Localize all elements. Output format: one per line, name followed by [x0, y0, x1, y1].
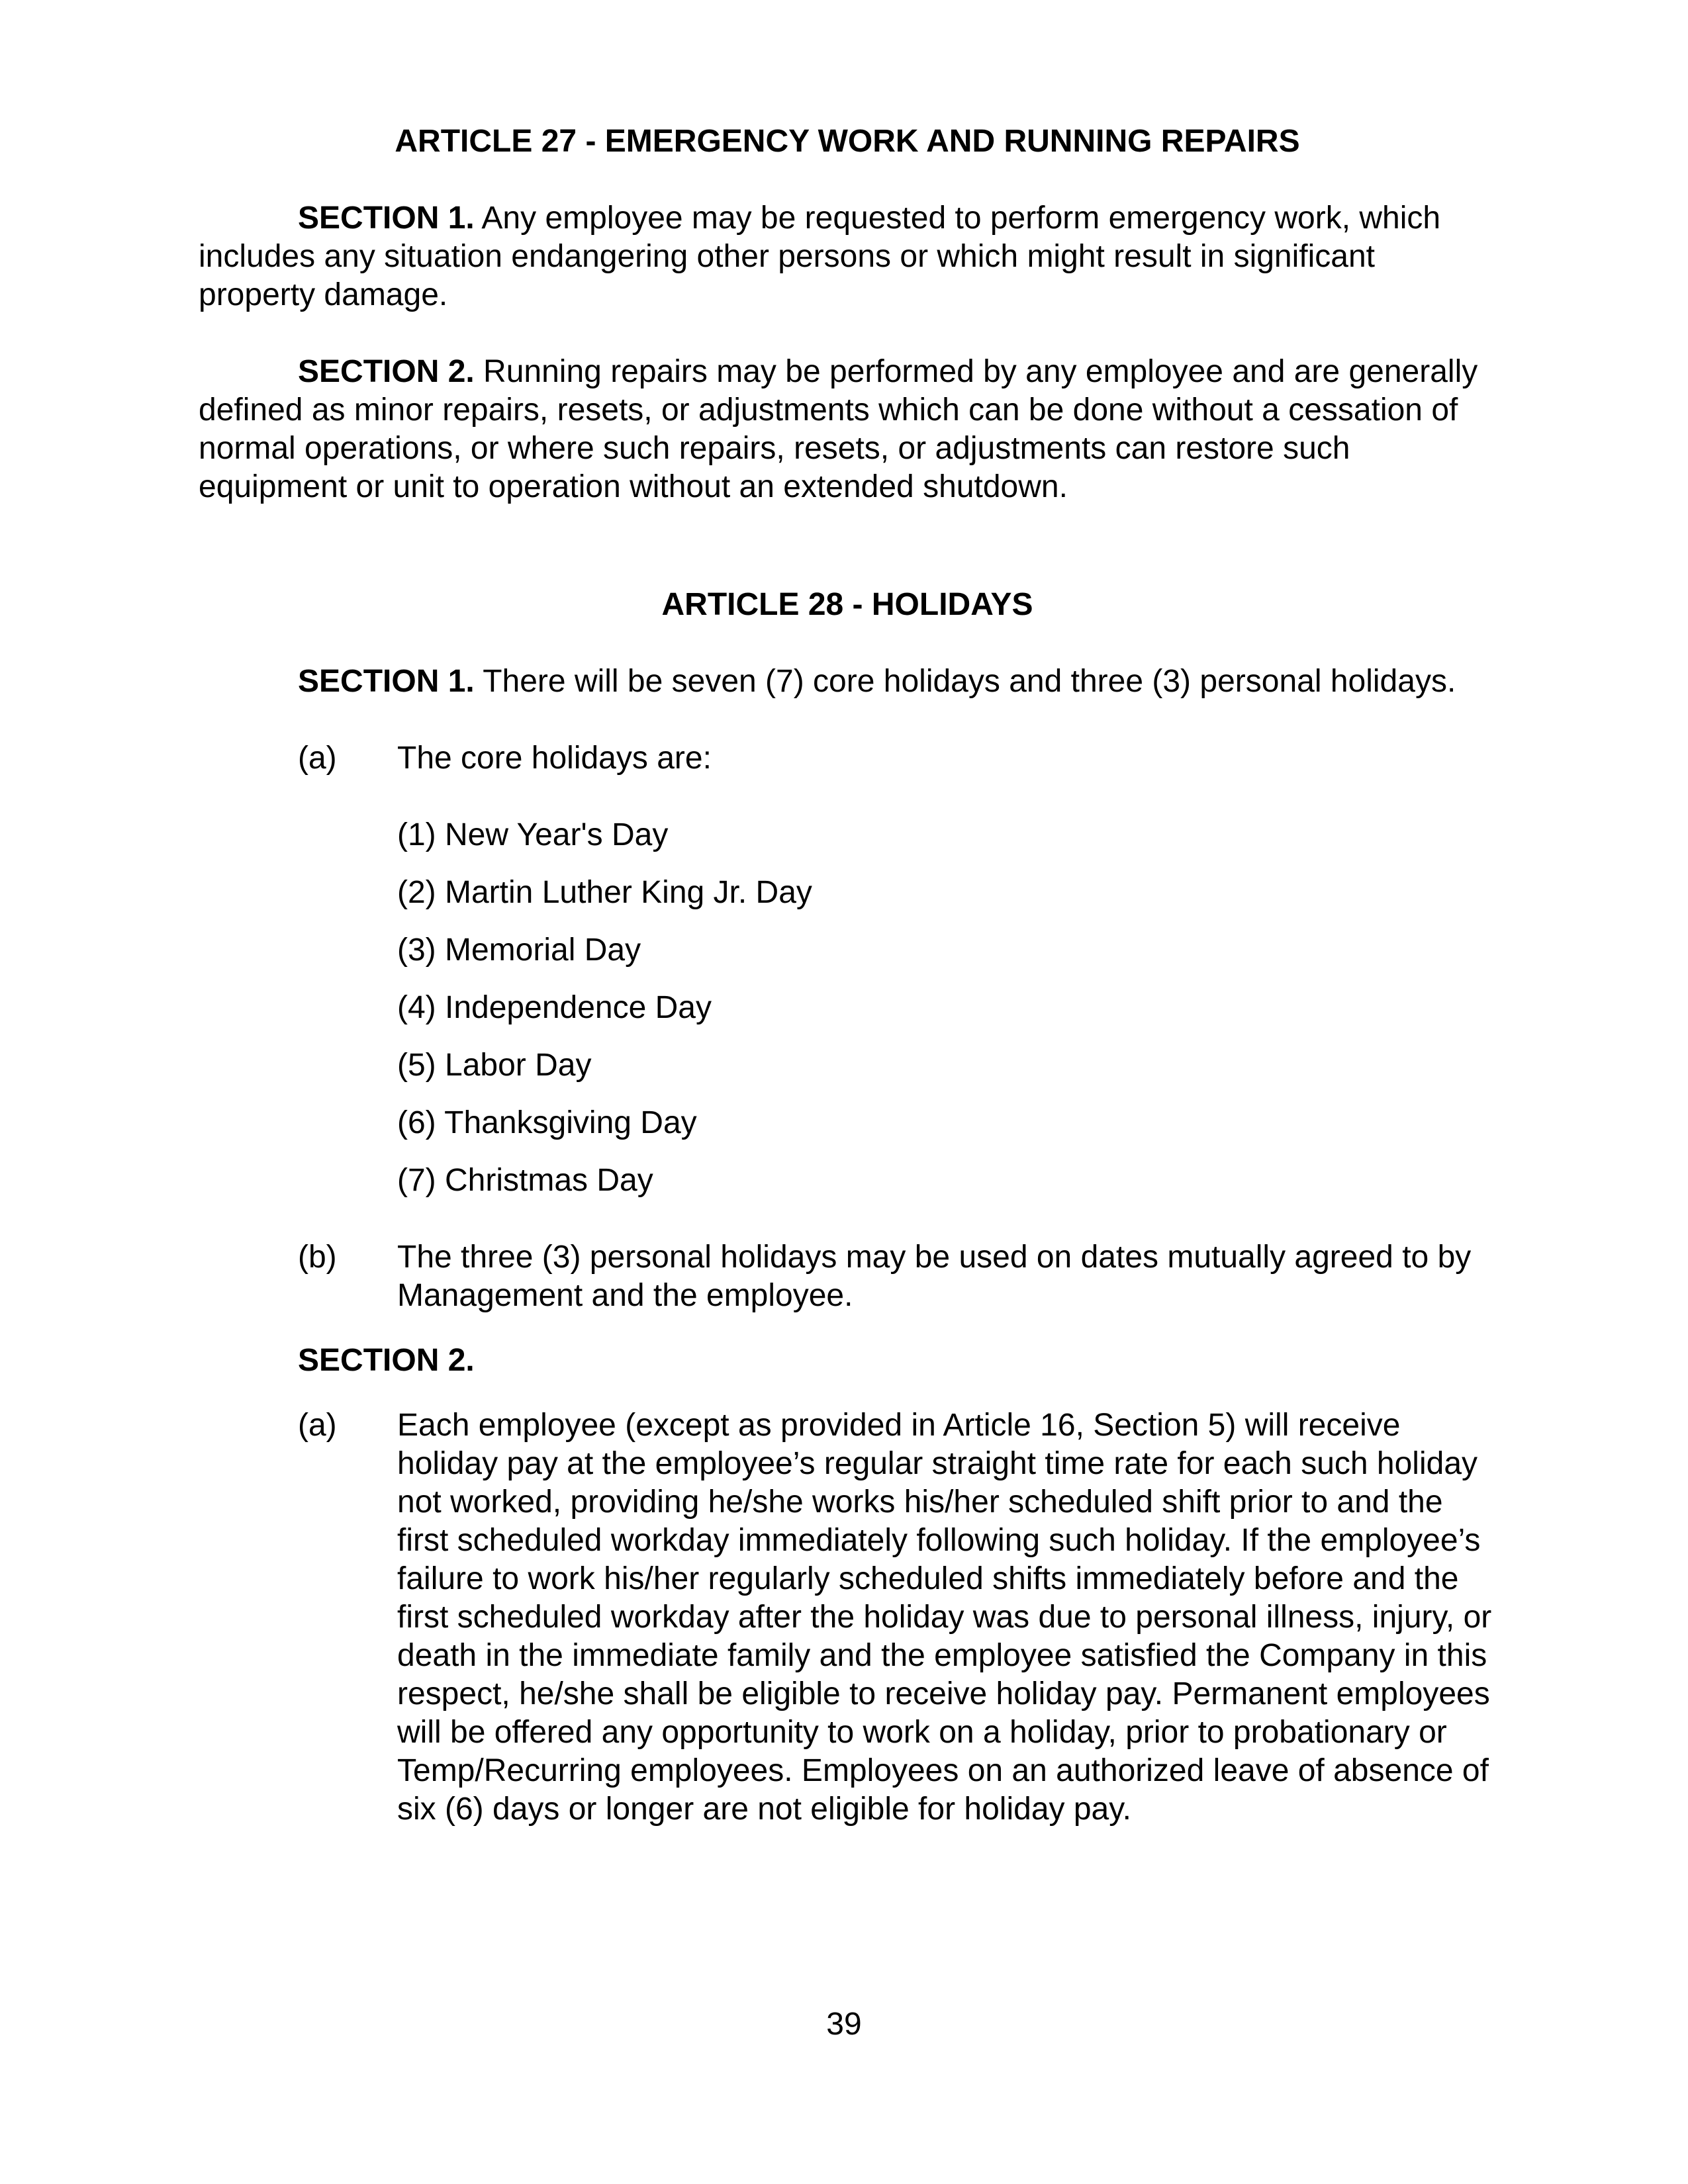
list-item: (7) Christmas Day — [397, 1163, 653, 1198]
article-28-section-1 — [199, 662, 1496, 701]
list-item: (2) Martin Luther King Jr. Day — [397, 875, 812, 910]
core-holidays-list — [397, 816, 1496, 1200]
item-b-personal-holidays — [199, 1238, 1496, 1315]
section-label: SECTION 1. — [298, 201, 475, 236]
item-text: The core holidays are: — [397, 741, 712, 776]
article-27-section-1 — [199, 199, 1496, 314]
item-text: Each employee (except as provided in Article 16, Section 5) will receive holiday pay at the employee’s regular straight time rate for each such holiday not worked, providing he/she works his/her scheduled shift prior to and the first scheduled workday immediately following such holiday. If the employee’s failure to work his/her regularly scheduled shifts immediately before and the first scheduled workday after the holiday was due to personal illness, injury, or death in the immediate family and the employee satisfied the Company in this respect, he/she shall be eligible to receive holiday pay. Permanent employees will be offered any opportunity to work on a holiday, prior to probationary or Temp/Recurring employees. Employees on an authorized leave of absence of six (6) days or longer are not eligible for holiday pay. — [397, 1408, 1492, 1827]
section-text: There will be seven (7) core holidays and three (3) personal holidays. — [474, 664, 1456, 699]
document-page — [199, 122, 1496, 1829]
section-text: Any employee may be requested to perform emergency work, which includes any situation endangering other persons or which might result in significant property damage. — [199, 201, 1441, 312]
page-number: 39 — [826, 2007, 862, 2042]
section-2-item-a — [199, 1406, 1496, 1829]
list-item: (3) Memorial Day — [397, 933, 641, 968]
article-28-heading: ARTICLE 28 - HOLIDAYS — [661, 587, 1033, 622]
article-28-section-2-label: SECTION 2. — [298, 1343, 475, 1378]
item-a-core-holidays — [199, 739, 1496, 778]
list-item: (5) Labor Day — [397, 1048, 592, 1083]
item-text: The three (3) personal holidays may be used on dates mutually agreed to by Management and the employee. — [397, 1240, 1472, 1313]
item-label: (b) — [298, 1240, 337, 1275]
item-label: (a) — [298, 1408, 337, 1443]
article-27-heading: ARTICLE 27 - EMERGENCY WORK AND RUNNING REPAIRS — [395, 124, 1300, 159]
article-27-section-2 — [199, 353, 1496, 506]
list-item: (6) Thanksgiving Day — [397, 1105, 697, 1140]
section-label: SECTION 2. — [298, 354, 475, 389]
section-label: SECTION 1. — [298, 664, 475, 699]
list-item: (4) Independence Day — [397, 990, 712, 1025]
list-item: (1) New Year's Day — [397, 817, 669, 852]
item-label: (a) — [298, 741, 337, 776]
section-text: Running repairs may be performed by any employee and are generally defined as minor repairs, resets, or adjustments which can be done without a cessation of normal operations, or where such repairs, resets, or adjustments can restore such equipment or unit to operation without an extended shutdown. — [199, 354, 1478, 504]
